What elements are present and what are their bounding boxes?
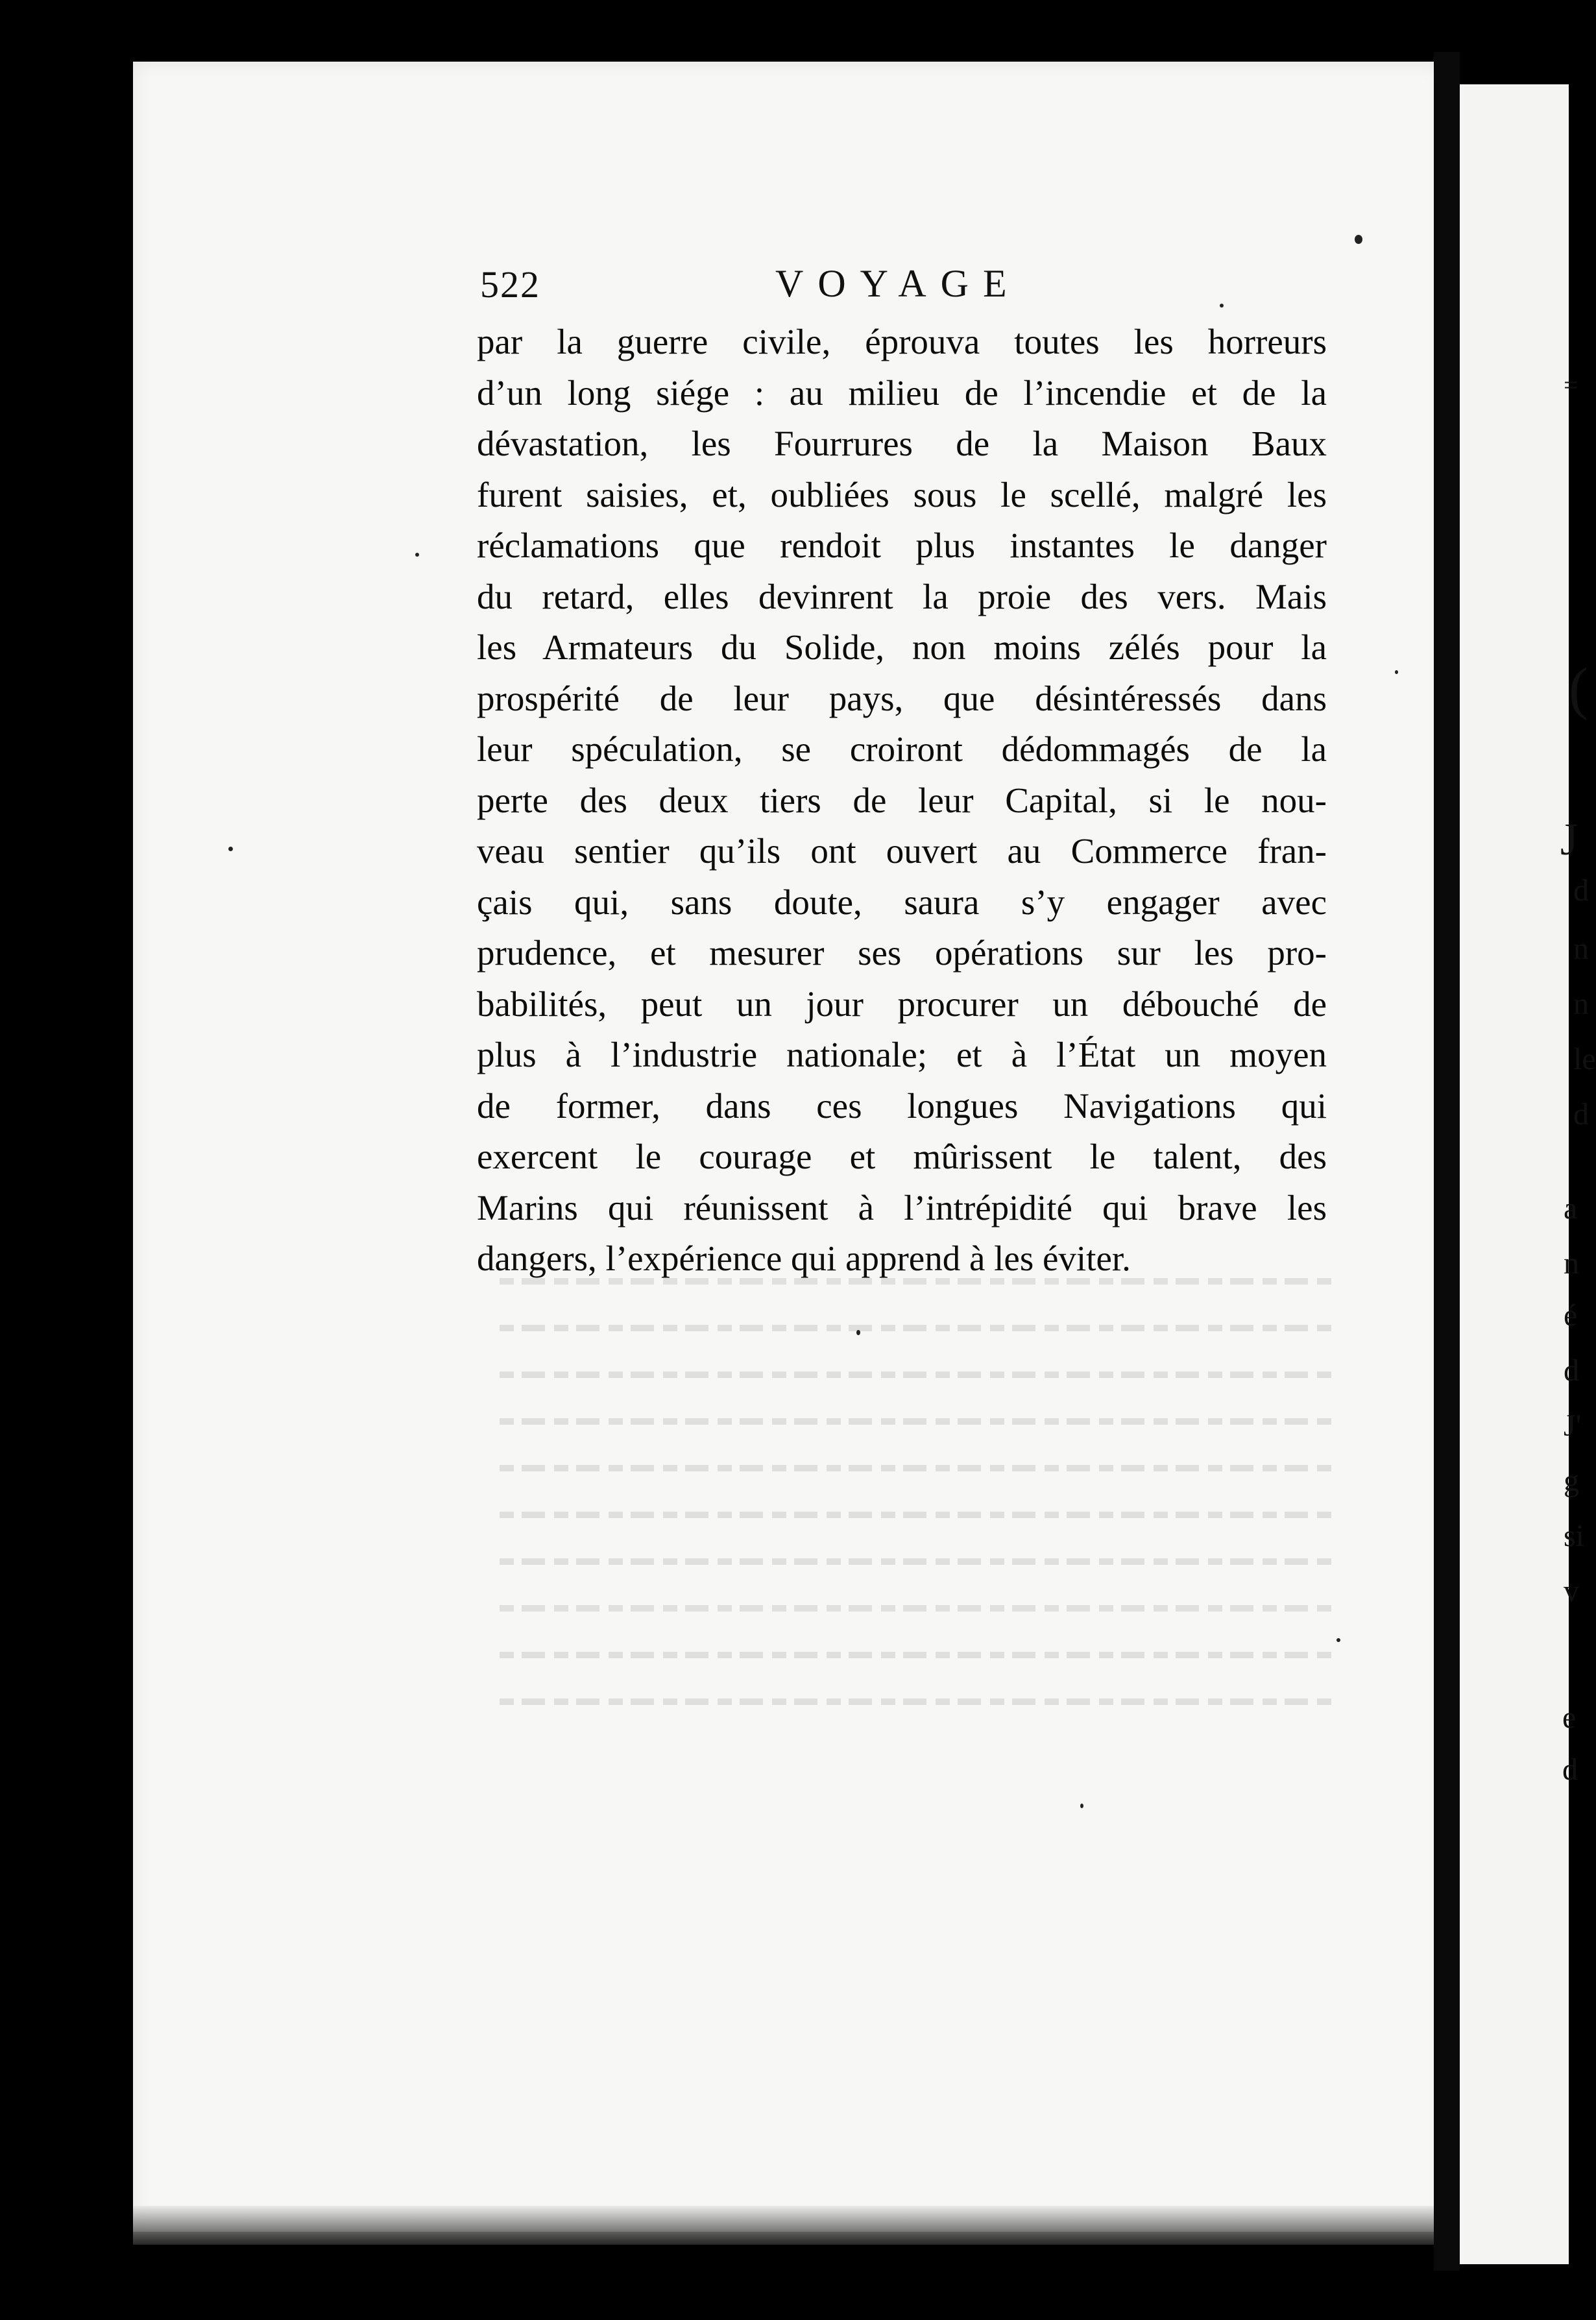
- text-line: furent saisies, et, oubliées sous le scellé, malgré les: [477, 474, 1327, 514]
- dust-speck: [1080, 1804, 1083, 1808]
- ghost-line: [500, 1605, 1336, 1612]
- page-number: 522: [480, 263, 540, 306]
- right-page-letter-fragment: le: [1573, 1042, 1596, 1076]
- right-page-letter-fragment: e: [1562, 1700, 1577, 1735]
- text-line: çais qui, sans doute, saura s’y engager avec: [477, 882, 1327, 922]
- right-page-letter-fragment: a: [1564, 1191, 1578, 1226]
- running-head: [480, 263, 1064, 315]
- text-line: Marins qui réunissent à l’intrépidité qui brave les: [477, 1187, 1327, 1227]
- page-gutter: [1434, 52, 1460, 2271]
- dust-speck: [415, 553, 419, 557]
- text-line: dévastation, les Fourrures de la Maison Baux: [477, 424, 1327, 463]
- right-page-letter-fragment: =: [1564, 370, 1578, 400]
- ghost-line: [500, 1418, 1336, 1425]
- text-line: par la guerre civile, éprouva toutes les horreurs: [477, 322, 1327, 361]
- ghost-line: [500, 1512, 1336, 1518]
- text-line: leur spéculation, se croiront dédommagés de la: [477, 729, 1327, 769]
- text-line: réclamations que rendoit plus instantes le danger: [477, 526, 1327, 565]
- text-line: dangers, l’expérience qui apprend à les éviter.: [477, 1239, 1131, 1278]
- dust-speck: [1336, 1638, 1340, 1642]
- right-page-letter-fragment: d: [1573, 873, 1589, 908]
- text-line: prudence, et mesurer ses opérations sur les pro-: [477, 933, 1327, 973]
- bleed-through-ghost-text: [500, 1278, 1336, 1771]
- right-page-letter-fragment: n: [1564, 1246, 1579, 1281]
- text-line: du retard, elles devinrent la proie des vers. Mais: [477, 576, 1327, 616]
- dust-speck: [1220, 304, 1224, 308]
- right-page-letter-fragment: n: [1573, 932, 1589, 966]
- text-line: de former, dans ces longues Navigations qui: [477, 1085, 1327, 1126]
- running-title: VOYAGE: [775, 262, 1021, 305]
- right-page-letter-fragment: d: [1562, 1752, 1578, 1787]
- text-line: prospérité de leur pays, que désintéressés dans: [477, 678, 1327, 718]
- text-line: d’un long siége : au milieu de l’incendie et de la: [477, 372, 1327, 413]
- ghost-line: [500, 1465, 1336, 1471]
- right-page-letter-fragment: J: [1560, 815, 1578, 865]
- text-line: babilités, peut un jour procurer un débouché de: [477, 984, 1327, 1024]
- right-page-letter-fragment: si: [1564, 1519, 1585, 1553]
- dust-speck: [228, 847, 233, 851]
- ghost-line: [500, 1698, 1336, 1705]
- ghost-line: [500, 1558, 1336, 1565]
- dust-speck: [1355, 235, 1362, 244]
- right-page-letter-fragment: n: [1573, 987, 1589, 1021]
- body-text: [477, 317, 1327, 1285]
- ghost-line: [500, 1371, 1336, 1378]
- right-page-letter-fragment: d: [1573, 1097, 1589, 1131]
- text-line: exercent le courage et mûrissent le talent, des: [477, 1137, 1327, 1176]
- left-page-bottom-edge: [133, 2206, 1444, 2245]
- dust-speck: [1395, 670, 1398, 674]
- right-page-letter-fragment: (: [1569, 657, 1588, 721]
- right-page-letter-fragment: d: [1564, 1353, 1579, 1388]
- text-line: plus à l’industrie nationale; et à l’État un moyen: [477, 1035, 1327, 1074]
- text-line: veau sentier qu’ils ont ouvert au Commerce fran-: [477, 831, 1327, 871]
- dust-speck: [856, 1330, 860, 1335]
- text-line: les Armateurs du Solide, non moins zélés pour la: [477, 627, 1327, 667]
- ghost-line: [500, 1325, 1336, 1331]
- text-line: perte des deux tiers de leur Capital, si le nou-: [477, 780, 1327, 820]
- right-page-text-fragments: [1557, 0, 1596, 2320]
- right-page-letter-fragment: é: [1564, 1298, 1578, 1333]
- right-page-letter-fragment: v: [1564, 1574, 1579, 1608]
- right-page-letter-fragment: J': [1564, 1408, 1582, 1443]
- ghost-line: [500, 1652, 1336, 1658]
- right-page-letter-fragment: g: [1564, 1464, 1579, 1498]
